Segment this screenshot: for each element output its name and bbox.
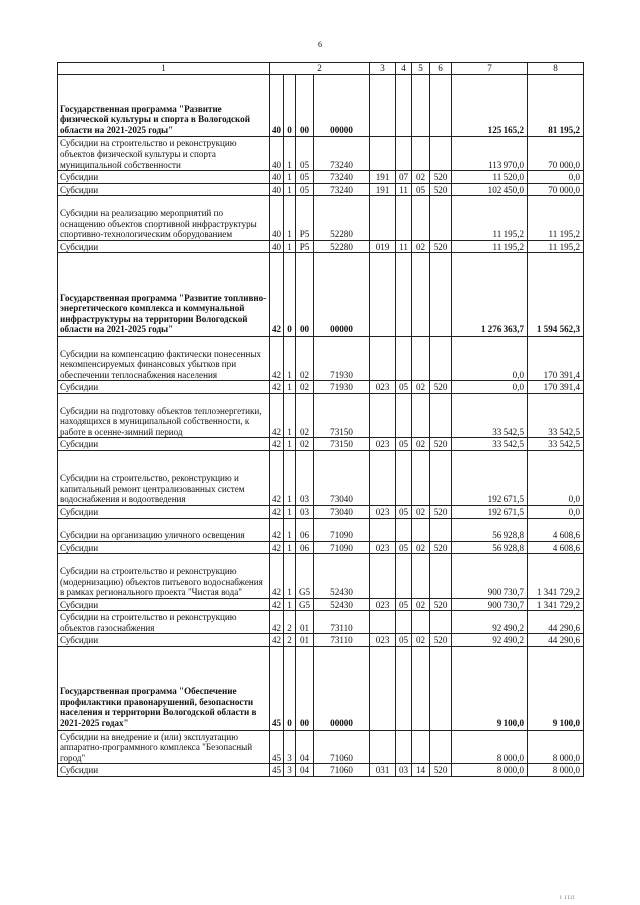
amount-2023-cell: 0,0 [528,171,584,184]
code-cell: 73040 [314,505,370,518]
code-cell: 42 [270,554,284,598]
subsidy-row [58,183,584,196]
amount-2022-cell: 33 542,5 [452,393,528,437]
code-cell: 0 [284,75,296,137]
code-cell: 06 [296,541,314,554]
code-cell: 2 [284,634,296,647]
expense-type-cell: 520 [430,764,452,777]
expense-type-cell: 520 [430,505,452,518]
code-cell: 00000 [314,253,370,337]
code-cell: 42 [270,541,284,554]
desc-cell: Субсидии [58,505,270,518]
code-cell: 02 [296,438,314,451]
expense-type-cell [430,730,452,764]
amount-2023-cell: 1 341 729,2 [528,554,584,598]
amount-2022-cell: 11 520,0 [452,171,528,184]
desc-cell: Субсидии на строительство и реконструкцию (модернизацию) объектов питьевого водоснабжения в рамках регионального проекта "Чистая вода" [58,554,270,598]
section-cell [396,611,412,634]
section-cell: 11 [396,183,412,196]
code-cell: 73240 [314,137,370,171]
subsidy-group-row [58,611,584,634]
expense-type-cell [430,518,452,541]
code-cell: 42 [270,438,284,451]
code-cell: 42 [270,381,284,394]
section-cell: 05 [396,381,412,394]
amount-2022-cell: 113 970,0 [452,137,528,171]
subsection-cell: 02 [412,381,430,394]
amount-2022-cell: 11 195,2 [452,240,528,253]
code-cell: 1 [284,336,296,380]
section-cell [396,137,412,171]
code-cell: 45 [270,764,284,777]
desc-cell: Субсидии [58,598,270,611]
section-cell [396,75,412,137]
subsection-cell: 02 [412,505,430,518]
code-cell: 00 [296,75,314,137]
amount-2023-cell: 8 000,0 [528,764,584,777]
code-cell: 01 [296,611,314,634]
subsection-cell [412,75,430,137]
subsection-cell: 02 [412,438,430,451]
expense-type-cell: 520 [430,541,452,554]
program-row [58,253,584,337]
desc-cell: Субсидии [58,240,270,253]
code-cell: P5 [296,196,314,240]
amount-2022-cell: 56 928,8 [452,541,528,554]
column-header: 2 [270,63,370,75]
grbs-cell: 023 [370,505,396,518]
expense-type-cell [430,75,452,137]
code-cell: 42 [270,611,284,634]
code-cell: 05 [296,183,314,196]
desc-cell: Субсидии на строительство и реконструкцию объектов физической культуры и спорта муниципальной собственности [58,137,270,171]
amount-2022-cell: 92 490,2 [452,634,528,647]
subsidy-group-row [58,450,584,505]
amount-2022-cell: 900 730,7 [452,598,528,611]
code-cell: 42 [270,253,284,337]
subsection-cell [412,554,430,598]
code-cell: 52280 [314,240,370,253]
subsection-cell [412,450,430,505]
amount-2023-cell: 70 000,0 [528,183,584,196]
desc-cell: Субсидии на реализацию мероприятий по оснащению объектов спортивной инфраструктуры спортивно-технологическим оборудованием [58,196,270,240]
column-header: 1 [58,63,270,75]
desc-cell: Субсидии на строительство и реконструкцию объектов газоснабжения [58,611,270,634]
grbs-cell [370,554,396,598]
code-cell: 1 [284,381,296,394]
column-header-row [58,63,584,75]
subsection-cell [412,137,430,171]
desc-cell: Субсидии [58,634,270,647]
expense-type-cell: 520 [430,183,452,196]
subsidy-group-row [58,518,584,541]
column-header: 6 [430,63,452,75]
grbs-cell: 019 [370,240,396,253]
code-cell: 71930 [314,381,370,394]
section-cell: 07 [396,171,412,184]
expense-type-cell [430,253,452,337]
grbs-cell [370,393,396,437]
section-cell [396,196,412,240]
code-cell: 1 [284,541,296,554]
code-cell: 71090 [314,518,370,541]
amount-2023-cell: 8 000,0 [528,730,584,764]
corner-mark: І ІІІІ [560,896,576,901]
subsection-cell [412,196,430,240]
code-cell: 52280 [314,196,370,240]
subsidy-row [58,541,584,554]
code-cell: 42 [270,518,284,541]
section-cell [396,518,412,541]
code-cell: 42 [270,634,284,647]
amount-2022-cell: 56 928,8 [452,518,528,541]
grbs-cell [370,518,396,541]
subsection-cell: 02 [412,171,430,184]
code-cell: 04 [296,764,314,777]
grbs-cell [370,611,396,634]
amount-2023-cell: 33 542,5 [528,438,584,451]
column-header: 8 [528,63,584,75]
code-cell: 40 [270,196,284,240]
code-cell: 05 [296,137,314,171]
code-cell: 03 [296,450,314,505]
grbs-cell: 191 [370,183,396,196]
expense-type-cell [430,196,452,240]
amount-2022-cell: 8 000,0 [452,730,528,764]
expense-type-cell: 520 [430,240,452,253]
expense-type-cell [430,336,452,380]
section-cell: 05 [396,541,412,554]
subsidy-group-row [58,196,584,240]
section-cell [396,450,412,505]
desc-cell: Государственная программа "Развитие физической культуры и спорта в Вологодской области на 2021-2025 годы" [58,75,270,137]
code-cell: 00 [296,253,314,337]
amount-2023-cell: 170 391,4 [528,381,584,394]
desc-cell: Субсидии [58,764,270,777]
subsidy-group-row [58,554,584,598]
code-cell: 01 [296,634,314,647]
amount-2023-cell: 81 195,2 [528,75,584,137]
code-cell: 73040 [314,450,370,505]
amount-2022-cell: 92 490,2 [452,611,528,634]
page-number: 6 [318,40,322,49]
subsection-cell [412,611,430,634]
subsection-cell [412,393,430,437]
expense-type-cell: 520 [430,171,452,184]
expense-type-cell [430,450,452,505]
code-cell: 1 [284,183,296,196]
amount-2023-cell: 170 391,4 [528,336,584,380]
code-cell: 71090 [314,541,370,554]
code-cell: 2 [284,611,296,634]
expense-type-cell [430,611,452,634]
amount-2023-cell: 33 542,5 [528,393,584,437]
subsection-cell [412,518,430,541]
code-cell: 06 [296,518,314,541]
subsection-cell: 14 [412,764,430,777]
code-cell: 40 [270,75,284,137]
code-cell: 0 [284,647,296,731]
code-cell: 03 [296,505,314,518]
subsidy-row [58,381,584,394]
code-cell: 3 [284,730,296,764]
subsection-cell: 02 [412,541,430,554]
code-cell: 3 [284,764,296,777]
expense-type-cell [430,393,452,437]
section-cell [396,336,412,380]
grbs-cell: 023 [370,634,396,647]
subsection-cell [412,253,430,337]
program-row [58,75,584,137]
subsidy-row [58,634,584,647]
desc-cell: Субсидии на подготовку объектов теплоэнергетики, находящихся в муниципальной собственности, к работе в осенне-зимний период [58,393,270,437]
code-cell: 00000 [314,647,370,731]
amount-2022-cell: 33 542,5 [452,438,528,451]
amount-2022-cell: 192 671,5 [452,505,528,518]
subsidy-row [58,171,584,184]
grbs-cell: 023 [370,541,396,554]
code-cell: 42 [270,393,284,437]
desc-cell: Субсидии на строительство, реконструкцию и капитальный ремонт централизованных систем водоснабжения и водоотведения [58,450,270,505]
section-cell [396,730,412,764]
code-cell: 73150 [314,393,370,437]
amount-2022-cell: 9 100,0 [452,647,528,731]
subsidy-row [58,598,584,611]
code-cell: 71060 [314,764,370,777]
column-header: 4 [396,63,412,75]
amount-2023-cell: 44 290,6 [528,611,584,634]
code-cell: P5 [296,240,314,253]
code-cell: 73150 [314,438,370,451]
section-cell [396,253,412,337]
subsection-cell: 02 [412,634,430,647]
code-cell: 00 [296,647,314,731]
code-cell: 00000 [314,75,370,137]
grbs-cell [370,75,396,137]
subsection-cell: 05 [412,183,430,196]
column-header: 3 [370,63,396,75]
desc-cell: Субсидии [58,171,270,184]
amount-2023-cell: 0,0 [528,505,584,518]
subsidy-group-row [58,336,584,380]
code-cell: 42 [270,598,284,611]
code-cell: 04 [296,730,314,764]
grbs-cell: 023 [370,381,396,394]
amount-2023-cell: 0,0 [528,450,584,505]
grbs-cell: 023 [370,438,396,451]
amount-2022-cell: 11 195,2 [452,196,528,240]
grbs-cell [370,336,396,380]
code-cell: 40 [270,171,284,184]
subsection-cell [412,336,430,380]
grbs-cell [370,137,396,171]
code-cell: 1 [284,505,296,518]
grbs-cell [370,647,396,731]
subsidy-row [58,438,584,451]
code-cell: 40 [270,240,284,253]
grbs-cell: 023 [370,598,396,611]
grbs-cell: 191 [370,171,396,184]
section-cell: 03 [396,764,412,777]
expense-type-cell: 520 [430,381,452,394]
code-cell: G5 [296,554,314,598]
section-cell [396,393,412,437]
grbs-cell [370,196,396,240]
subsidy-row [58,240,584,253]
code-cell: 02 [296,336,314,380]
code-cell: 40 [270,137,284,171]
code-cell: G5 [296,598,314,611]
code-cell: 1 [284,240,296,253]
amount-2023-cell: 4 608,6 [528,541,584,554]
code-cell: 73240 [314,171,370,184]
subsection-cell: 02 [412,598,430,611]
subsidy-row [58,505,584,518]
amount-2022-cell: 192 671,5 [452,450,528,505]
expense-type-cell: 520 [430,438,452,451]
column-header: 5 [412,63,430,75]
code-cell: 1 [284,393,296,437]
code-cell: 71930 [314,336,370,380]
code-cell: 52430 [314,554,370,598]
table-body [58,75,584,777]
desc-cell: Субсидии [58,381,270,394]
column-header: 7 [452,63,528,75]
amount-2022-cell: 0,0 [452,381,528,394]
code-cell: 1 [284,450,296,505]
expense-type-cell [430,137,452,171]
grbs-cell [370,253,396,337]
amount-2023-cell: 11 195,2 [528,196,584,240]
desc-cell: Государственная программа "Развитие топливно-энергетического комплекса и коммунальной инфраструктуры на территории Вологодской области на 2021-2025 годы" [58,253,270,337]
subsection-cell: 02 [412,240,430,253]
subsidy-group-row [58,393,584,437]
expense-type-cell: 520 [430,634,452,647]
desc-cell: Субсидии на организацию уличного освещения [58,518,270,541]
amount-2023-cell: 1 341 729,2 [528,598,584,611]
budget-table [57,62,584,777]
amount-2023-cell: 11 195,2 [528,240,584,253]
code-cell: 42 [270,505,284,518]
code-cell: 1 [284,196,296,240]
code-cell: 1 [284,554,296,598]
code-cell: 73240 [314,183,370,196]
grbs-cell [370,730,396,764]
code-cell: 71060 [314,730,370,764]
amount-2022-cell: 102 450,0 [452,183,528,196]
code-cell: 1 [284,137,296,171]
expense-type-cell: 520 [430,598,452,611]
code-cell: 02 [296,393,314,437]
amount-2022-cell: 0,0 [452,336,528,380]
desc-cell: Субсидии [58,541,270,554]
section-cell: 05 [396,505,412,518]
code-cell: 0 [284,253,296,337]
code-cell: 1 [284,598,296,611]
grbs-cell: 031 [370,764,396,777]
program-row [58,647,584,731]
amount-2023-cell: 9 100,0 [528,647,584,731]
code-cell: 42 [270,336,284,380]
section-cell: 05 [396,438,412,451]
code-cell: 1 [284,171,296,184]
desc-cell: Субсидии [58,183,270,196]
amount-2022-cell: 8 000,0 [452,764,528,777]
amount-2023-cell: 44 290,6 [528,634,584,647]
code-cell: 05 [296,171,314,184]
grbs-cell [370,450,396,505]
section-cell [396,554,412,598]
subsection-cell [412,730,430,764]
desc-cell: Субсидии на компенсацию фактически понесенных некомпенсируемых финансовых убытков при обеспечении теплоснабжения населения [58,336,270,380]
code-cell: 1 [284,518,296,541]
expense-type-cell [430,647,452,731]
subsection-cell [412,647,430,731]
amount-2022-cell: 125 165,2 [452,75,528,137]
amount-2022-cell: 900 730,7 [452,554,528,598]
section-cell: 11 [396,240,412,253]
subsidy-group-row [58,730,584,764]
amount-2023-cell: 70 000,0 [528,137,584,171]
section-cell: 05 [396,634,412,647]
code-cell: 40 [270,183,284,196]
code-cell: 45 [270,730,284,764]
section-cell [396,647,412,731]
code-cell: 42 [270,450,284,505]
code-cell: 73110 [314,634,370,647]
subsidy-group-row [58,137,584,171]
amount-2022-cell: 1 276 363,7 [452,253,528,337]
amount-2023-cell: 1 594 562,3 [528,253,584,337]
amount-2023-cell: 4 608,6 [528,518,584,541]
code-cell: 73110 [314,611,370,634]
code-cell: 1 [284,438,296,451]
code-cell: 45 [270,647,284,731]
expense-type-cell [430,554,452,598]
code-cell: 52430 [314,598,370,611]
desc-cell: Субсидии на внедрение и (или) эксплуатацию аппаратно-программного комплекса "Безопасный город" [58,730,270,764]
subsidy-row [58,764,584,777]
desc-cell: Субсидии [58,438,270,451]
desc-cell: Государственная программа "Обеспечение профилактики правонарушений, безопасности населения и территории Вологодской области в 2021-2025 годах" [58,647,270,731]
section-cell: 05 [396,598,412,611]
code-cell: 02 [296,381,314,394]
